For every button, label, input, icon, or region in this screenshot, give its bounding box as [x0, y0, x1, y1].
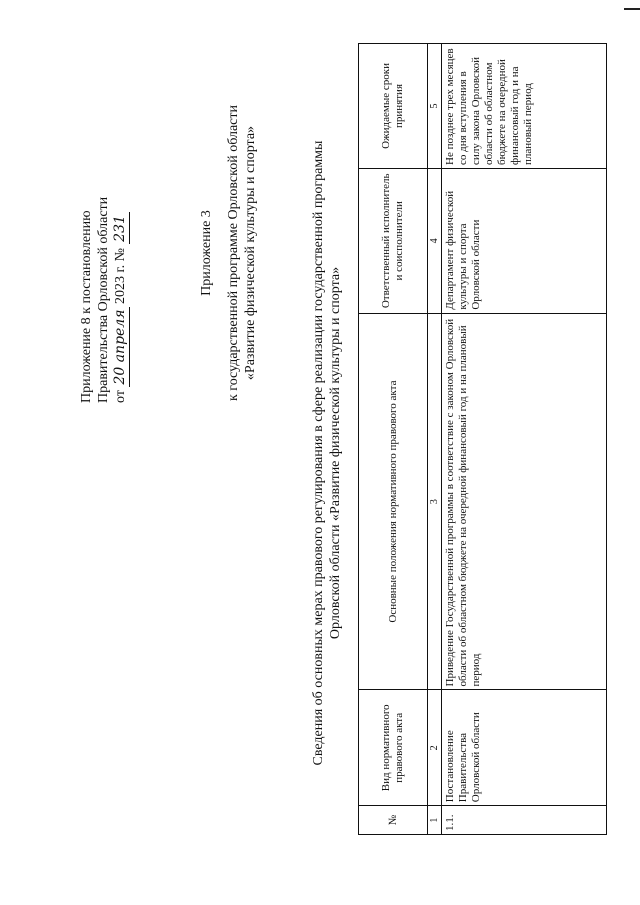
row-number: 1.1.	[442, 805, 607, 834]
column-number: 2	[428, 689, 442, 805]
header-cell-number: №	[359, 805, 428, 834]
row-act-type: Постановление Правительства Орловской области	[442, 689, 607, 805]
scan-edge-mark	[624, 8, 640, 10]
row-deadline: Не позднее трех месяцев со дня вступления в силу закона Орловской области об областном бюджете на очередной финансовый год и на плановый период	[442, 43, 607, 168]
column-number: 1	[428, 805, 442, 834]
column-number: 5	[428, 43, 442, 168]
rotated-landscape-sheet	[20, 23, 620, 883]
table-row	[442, 43, 607, 834]
column-number: 3	[428, 313, 442, 690]
row-provisions: Приведение Государственной программы в соответствие с законом Орловской области об областном бюджете на очередной финансовый год и на плановый период	[442, 313, 607, 690]
handwritten-date: 20 апреля	[112, 309, 128, 385]
header-cell-deadline: Ожидаемые сроки принятия	[359, 43, 428, 168]
handwritten-number: 231	[112, 212, 130, 244]
measures-table	[358, 43, 607, 835]
header-cell-executor: Ответственный исполнитель и соисполнители	[359, 168, 428, 313]
document-title	[310, 23, 344, 883]
appendix-3-line1: Приложение 3	[199, 209, 214, 296]
appendix-8-line2: Правительства Орловской области	[96, 196, 111, 403]
year-text: 2023 г. №	[113, 247, 128, 304]
appendix-8-line1: Приложение 8 к постановлению	[79, 209, 94, 403]
column-number-row	[428, 43, 442, 834]
table-header-row	[359, 43, 428, 834]
appendix-8-block	[78, 43, 130, 403]
appendix-3-line3: «Развитие физической культуры и спорта»	[243, 125, 258, 380]
column-number: 4	[428, 168, 442, 313]
resolution-date-line	[112, 43, 130, 403]
header-cell-act-type: Вид нормативного правового акта	[359, 689, 428, 805]
date-prefix: от	[113, 389, 128, 403]
header-cell-provisions: Основные положения нормативного правового акта	[359, 313, 428, 690]
title-line1: Сведения об основных мерах правового регулирования в сфере реализации государственной программы	[311, 140, 326, 765]
title-line2: Орловской области «Развитие физической культуры и спорта»	[328, 266, 343, 639]
row-executor: Департамент физической культуры и спорта Орловской области	[442, 168, 607, 313]
appendix-3-line2: к государственной программе Орловской области	[226, 104, 241, 401]
appendix-3-block	[198, 43, 259, 463]
